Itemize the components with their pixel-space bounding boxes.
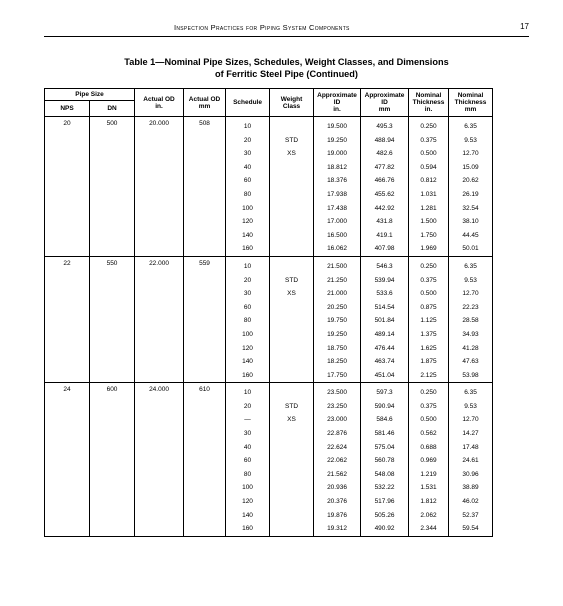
approx-id-mm-value: 517.96: [374, 498, 395, 506]
nominal-thickness-in-value: 2.344: [420, 525, 437, 533]
approx-id-in-value: 17.438: [327, 204, 347, 212]
nominal-thickness-mm-value: 59.54: [462, 525, 479, 533]
nominal-thickness-in-value: 1.031: [420, 190, 437, 198]
size-group-row: [45, 383, 530, 537]
schedule-value: 120: [242, 344, 253, 352]
header-actual-od-mm: [184, 89, 226, 117]
schedule-value: 10: [243, 262, 252, 270]
actual-od-mm-cell: 610: [184, 383, 226, 537]
approx-id-in-value: 17.000: [327, 218, 347, 226]
schedule-value: 160: [242, 245, 253, 253]
weight-class-value: [270, 342, 313, 356]
approx-id-in-value: 19.876: [327, 511, 347, 519]
schedule-column: [226, 383, 270, 537]
nominal-thickness-mm-value: 22.23: [462, 303, 479, 311]
approx-id-in-value: 21.000: [327, 290, 347, 298]
nominal-thickness-mm-value: 44.45: [462, 231, 479, 239]
nominal-thickness-mm-value: 28.58: [462, 317, 479, 325]
nominal-thickness-mm-value: 26.19: [462, 190, 479, 198]
weight-class-value: [270, 202, 313, 216]
nominal-thickness-mm-value: 47.63: [462, 358, 479, 366]
size-group-row: [45, 117, 530, 257]
header-line: ID: [381, 99, 388, 106]
schedule-value: 140: [242, 358, 253, 366]
nominal-thickness-mm-column: [449, 256, 493, 382]
approx-id-mm-value: 489.14: [374, 330, 395, 338]
nominal-thickness-mm-value: 52.37: [462, 511, 479, 519]
approx-id-in-value: 23.500: [327, 389, 347, 397]
header-line: mm: [464, 106, 477, 113]
schedule-column: [226, 117, 270, 257]
weight-class-value: [270, 509, 313, 523]
nominal-thickness-mm-value: 20.62: [462, 177, 479, 185]
approx-id-mm-value: 546.3: [376, 262, 393, 270]
dn-cell: 550: [90, 256, 135, 382]
approx-id-mm-column: [361, 117, 409, 257]
weight-class-value: [270, 328, 313, 342]
weight-class-value: [270, 468, 313, 482]
weight-class-value: XS: [287, 416, 296, 424]
schedule-value: 120: [242, 218, 253, 226]
approx-id-in-value: 17.938: [327, 190, 347, 198]
nominal-thickness-mm-value: 12.70: [462, 290, 479, 298]
header-approx-id-mm: [361, 89, 409, 117]
nominal-thickness-mm-value: 30.96: [462, 470, 479, 478]
weight-class-value: [270, 386, 313, 400]
nominal-thickness-mm-value: 9.53: [464, 276, 477, 284]
nominal-thickness-mm-value: 12.70: [462, 416, 479, 424]
weight-class-value: [270, 161, 313, 175]
weight-class-value: [270, 454, 313, 468]
header-line: Actual OD: [188, 95, 221, 103]
header-line: ID: [333, 99, 341, 106]
dn-cell: 600: [90, 383, 135, 537]
weight-class-value: [270, 314, 313, 328]
nominal-thickness-in-value: 1.969: [420, 245, 437, 253]
approx-id-mm-value: 476.44: [374, 344, 395, 352]
header-line: Thickness: [454, 99, 487, 106]
header-line: Nominal: [415, 92, 442, 99]
approx-id-in-value: 19.312: [327, 525, 347, 533]
nominal-thickness-in-value: 0.250: [420, 389, 437, 397]
approx-id-in-value: 20.936: [327, 484, 347, 492]
header-nominal-thickness-in: [409, 89, 449, 117]
nominal-thickness-in-value: 0.250: [420, 262, 437, 270]
schedule-value: 60: [243, 177, 252, 185]
approx-id-mm-value: 455.62: [374, 190, 395, 198]
weight-class-value: [270, 242, 313, 256]
weight-class-value: [270, 355, 313, 369]
approx-id-in-value: 18.750: [327, 344, 347, 352]
nps-cell: 22: [45, 256, 90, 382]
schedule-value: 20: [243, 136, 252, 144]
approx-id-mm-value: 490.92: [374, 525, 395, 533]
nominal-thickness-in-value: 1.125: [420, 317, 437, 325]
weight-class-value: [270, 260, 313, 274]
table-body: [45, 117, 530, 537]
approx-id-mm-value: 463.74: [374, 358, 395, 366]
schedule-value: 10: [243, 123, 252, 130]
nominal-thickness-mm-value: 32.54: [462, 204, 479, 212]
weight-class-value: STD: [285, 276, 299, 284]
actual-od-mm-cell: 559: [184, 256, 226, 382]
weight-class-value: [270, 495, 313, 509]
approx-id-in-value: 16.062: [327, 245, 347, 253]
table-title-line-1: Table 1—Nominal Pipe Sizes, Schedules, Weight Classes, and Dimensions: [124, 57, 449, 67]
header-pipe-size: Pipe Size: [45, 89, 135, 101]
nominal-thickness-in-value: 0.875: [420, 303, 437, 311]
nominal-thickness-in-value: 2.062: [420, 511, 437, 519]
weight-class-value: [270, 301, 313, 315]
table-title: [44, 56, 529, 80]
schedule-value: 80: [243, 317, 252, 325]
approx-id-in-value: 19.750: [327, 317, 347, 325]
nominal-thickness-mm-value: 14.27: [462, 430, 479, 438]
weight-class-value: XS: [287, 290, 296, 298]
nominal-thickness-in-value: 0.375: [420, 276, 437, 284]
approx-id-mm-value: 539.94: [374, 276, 395, 284]
weight-class-value: STD: [285, 402, 299, 410]
header-line: Approximate: [317, 92, 357, 99]
header-line: in.: [333, 106, 341, 113]
nominal-thickness-in-value: 0.812: [420, 177, 437, 185]
approx-id-in-value: 19.500: [327, 123, 347, 130]
nominal-thickness-mm-value: 6.35: [464, 262, 477, 270]
approx-id-in-value: 22.062: [327, 457, 347, 465]
dn-cell: 500: [90, 117, 135, 257]
weight-class-value: [270, 441, 313, 455]
approx-id-mm-value: 488.94: [374, 136, 395, 144]
header-nominal-thickness-mm: [449, 89, 493, 117]
table-title-line-2: of Ferritic Steel Pipe (Continued): [215, 69, 358, 79]
nominal-thickness-in-value: 1.531: [420, 484, 437, 492]
weight-class-column: [270, 117, 314, 257]
header-line: mm: [198, 102, 211, 110]
approx-id-mm-value: 451.04: [374, 371, 395, 379]
schedule-value: 120: [242, 498, 253, 506]
header-weight-class: [270, 89, 314, 117]
approx-id-in-value: 17.750: [327, 371, 347, 379]
nominal-thickness-mm-value: 46.02: [462, 498, 479, 506]
approx-id-mm-value: 533.6: [376, 290, 393, 298]
header-line: Thickness: [412, 99, 445, 106]
nominal-thickness-in-value: 0.500: [420, 416, 437, 424]
nominal-thickness-in-value: 1.281: [420, 204, 437, 212]
nominal-thickness-mm-value: 24.61: [462, 457, 479, 465]
schedule-value: 30: [243, 290, 252, 298]
running-header-title: Inspection Practices for Piping System Components: [174, 23, 350, 32]
page-number: 17: [520, 22, 529, 31]
nominal-thickness-mm-column: [449, 117, 493, 257]
size-group-row: [45, 256, 530, 382]
schedule-value: 160: [242, 371, 253, 379]
approx-id-mm-value: 419.1: [376, 231, 393, 239]
schedule-value: 60: [243, 303, 252, 311]
approx-id-in-value: 19.250: [327, 330, 347, 338]
approx-id-in-value: 20.250: [327, 303, 347, 311]
weight-class-value: XS: [287, 150, 296, 158]
header-line: in.: [424, 106, 433, 113]
nominal-thickness-mm-value: 38.10: [462, 218, 479, 226]
schedule-value: 80: [243, 190, 252, 198]
header-actual-od-in: [135, 89, 184, 117]
schedule-value: 20: [243, 402, 252, 410]
nominal-thickness-mm-value: 38.89: [462, 484, 479, 492]
nominal-thickness-in-value: 1.812: [420, 498, 437, 506]
approx-id-in-value: 23.000: [327, 416, 347, 424]
schedule-value: 20: [243, 276, 252, 284]
weight-class-value: [270, 188, 313, 202]
nominal-thickness-in-value: 0.375: [420, 402, 437, 410]
nominal-thickness-mm-value: 34.93: [462, 330, 479, 338]
nominal-thickness-in-value: 0.594: [420, 163, 437, 171]
nominal-thickness-in-value: 1.875: [420, 358, 437, 366]
header-line: Approximate: [364, 92, 405, 99]
approx-id-in-column: [314, 256, 361, 382]
actual-od-in-cell: 24.000: [135, 383, 184, 537]
approx-id-in-value: 21.250: [327, 276, 347, 284]
header-schedule: Schedule: [226, 89, 270, 117]
approx-id-mm-value: 590.94: [374, 402, 395, 410]
nominal-thickness-in-value: 1.219: [420, 470, 437, 478]
nominal-thickness-mm-value: 12.70: [462, 150, 479, 158]
nominal-thickness-mm-value: 15.09: [462, 163, 479, 171]
table-header: [45, 89, 530, 117]
schedule-value: 60: [243, 457, 252, 465]
weight-class-value: [270, 174, 313, 188]
approx-id-in-value: 22.876: [327, 430, 347, 438]
schedule-value: 80: [243, 470, 252, 478]
weight-class-value: [270, 427, 313, 441]
nominal-thickness-in-column: [409, 256, 449, 382]
schedule-column: [226, 256, 270, 382]
approx-id-mm-value: 477.82: [374, 163, 395, 171]
nominal-thickness-in-value: 2.125: [420, 371, 437, 379]
approx-id-mm-value: 442.92: [374, 204, 395, 212]
nominal-thickness-in-value: 1.375: [420, 330, 437, 338]
approx-id-in-column: [314, 383, 361, 537]
nominal-thickness-mm-column: [449, 383, 493, 537]
schedule-value: 100: [242, 204, 253, 212]
nominal-thickness-in-value: 0.562: [420, 430, 437, 438]
schedule-value: 30: [243, 150, 252, 158]
nominal-thickness-mm-value: 17.48: [462, 443, 479, 451]
nominal-thickness-mm-value: 50.01: [462, 245, 479, 253]
weight-class-value: [270, 369, 313, 383]
schedule-value: 30: [243, 430, 252, 438]
approx-id-in-value: 16.500: [327, 231, 347, 239]
approx-id-in-value: 23.250: [327, 402, 347, 410]
approx-id-in-value: 21.500: [327, 262, 347, 270]
weight-class-column: [270, 383, 314, 537]
header-line: mm: [378, 106, 391, 113]
header-line: Class: [282, 102, 301, 110]
approx-id-in-value: 20.376: [327, 498, 347, 506]
header-nps: NPS: [45, 101, 90, 117]
approx-id-mm-value: 548.08: [374, 470, 395, 478]
header-line: Weight: [280, 95, 303, 103]
nominal-thickness-in-column: [409, 117, 449, 257]
approx-id-mm-value: 532.22: [374, 484, 395, 492]
nominal-thickness-mm-value: 9.53: [464, 136, 477, 144]
nominal-thickness-in-value: 1.750: [420, 231, 437, 239]
approx-id-in-value: 18.812: [327, 163, 347, 171]
nominal-thickness-mm-value: 6.35: [464, 123, 477, 130]
approx-id-in-value: 18.250: [327, 358, 347, 366]
nps-cell: 24: [45, 383, 90, 537]
schedule-value: 100: [242, 330, 253, 338]
nominal-thickness-in-value: 0.375: [420, 136, 437, 144]
approx-id-mm-value: 581.46: [374, 430, 395, 438]
schedule-value: 160: [242, 525, 253, 533]
schedule-value: 40: [243, 163, 252, 171]
weight-class-value: STD: [285, 136, 299, 144]
actual-od-mm-cell: 508: [184, 117, 226, 257]
approx-id-mm-value: 482.6: [376, 150, 393, 158]
nominal-thickness-in-column: [409, 383, 449, 537]
actual-od-in-cell: 22.000: [135, 256, 184, 382]
weight-class-value: [270, 522, 313, 536]
approx-id-mm-value: 501.84: [374, 317, 395, 325]
nominal-thickness-mm-value: 6.35: [464, 389, 477, 397]
header-dn: DN: [90, 101, 135, 117]
actual-od-in-cell: 20.000: [135, 117, 184, 257]
nps-cell: 20: [45, 117, 90, 257]
approx-id-mm-value: 466.76: [374, 177, 395, 185]
pipe-dimensions-table: [44, 88, 530, 537]
schedule-value: —: [244, 416, 251, 424]
approx-id-in-value: 19.000: [327, 150, 347, 158]
approx-id-mm-value: 505.26: [374, 511, 395, 519]
schedule-value: 140: [242, 511, 253, 519]
schedule-value: 40: [243, 443, 252, 451]
nominal-thickness-in-value: 0.969: [420, 457, 437, 465]
approx-id-in-value: 19.250: [327, 136, 347, 144]
page-header: [44, 22, 529, 37]
approx-id-in-value: 22.624: [327, 443, 347, 451]
schedule-value: 140: [242, 231, 253, 239]
approx-id-in-value: 18.376: [327, 177, 347, 185]
nominal-thickness-in-value: 0.688: [420, 443, 437, 451]
approx-id-mm-value: 514.54: [374, 303, 395, 311]
nominal-thickness-in-value: 1.500: [420, 218, 437, 226]
header-line: Nominal: [457, 92, 484, 99]
approx-id-mm-column: [361, 383, 409, 537]
approx-id-mm-value: 575.04: [374, 443, 395, 451]
approx-id-mm-value: 584.6: [376, 416, 393, 424]
approx-id-in-column: [314, 117, 361, 257]
approx-id-mm-value: 495.3: [376, 123, 393, 130]
weight-class-value: [270, 120, 313, 134]
weight-class-column: [270, 256, 314, 382]
header-line: Actual OD: [143, 95, 175, 103]
nominal-thickness-in-value: 0.250: [420, 123, 437, 130]
nominal-thickness-mm-value: 9.53: [464, 402, 477, 410]
schedule-value: 10: [243, 389, 252, 397]
header-approx-id-in: [314, 89, 361, 117]
weight-class-value: [270, 215, 313, 229]
nominal-thickness-in-value: 0.500: [420, 150, 437, 158]
weight-class-value: [270, 229, 313, 243]
nominal-thickness-in-value: 1.625: [420, 344, 437, 352]
nominal-thickness-mm-value: 41.28: [462, 344, 479, 352]
header-line: in.: [155, 102, 163, 110]
approx-id-mm-value: 407.98: [374, 245, 395, 253]
nominal-thickness-mm-value: 53.98: [462, 371, 479, 379]
nominal-thickness-in-value: 0.500: [420, 290, 437, 298]
approx-id-mm-value: 597.3: [376, 389, 393, 397]
schedule-value: 100: [242, 484, 253, 492]
approx-id-mm-column: [361, 256, 409, 382]
weight-class-value: [270, 481, 313, 495]
approx-id-mm-value: 431.8: [376, 218, 393, 226]
approx-id-mm-value: 560.78: [374, 457, 395, 465]
approx-id-in-value: 21.562: [327, 470, 347, 478]
